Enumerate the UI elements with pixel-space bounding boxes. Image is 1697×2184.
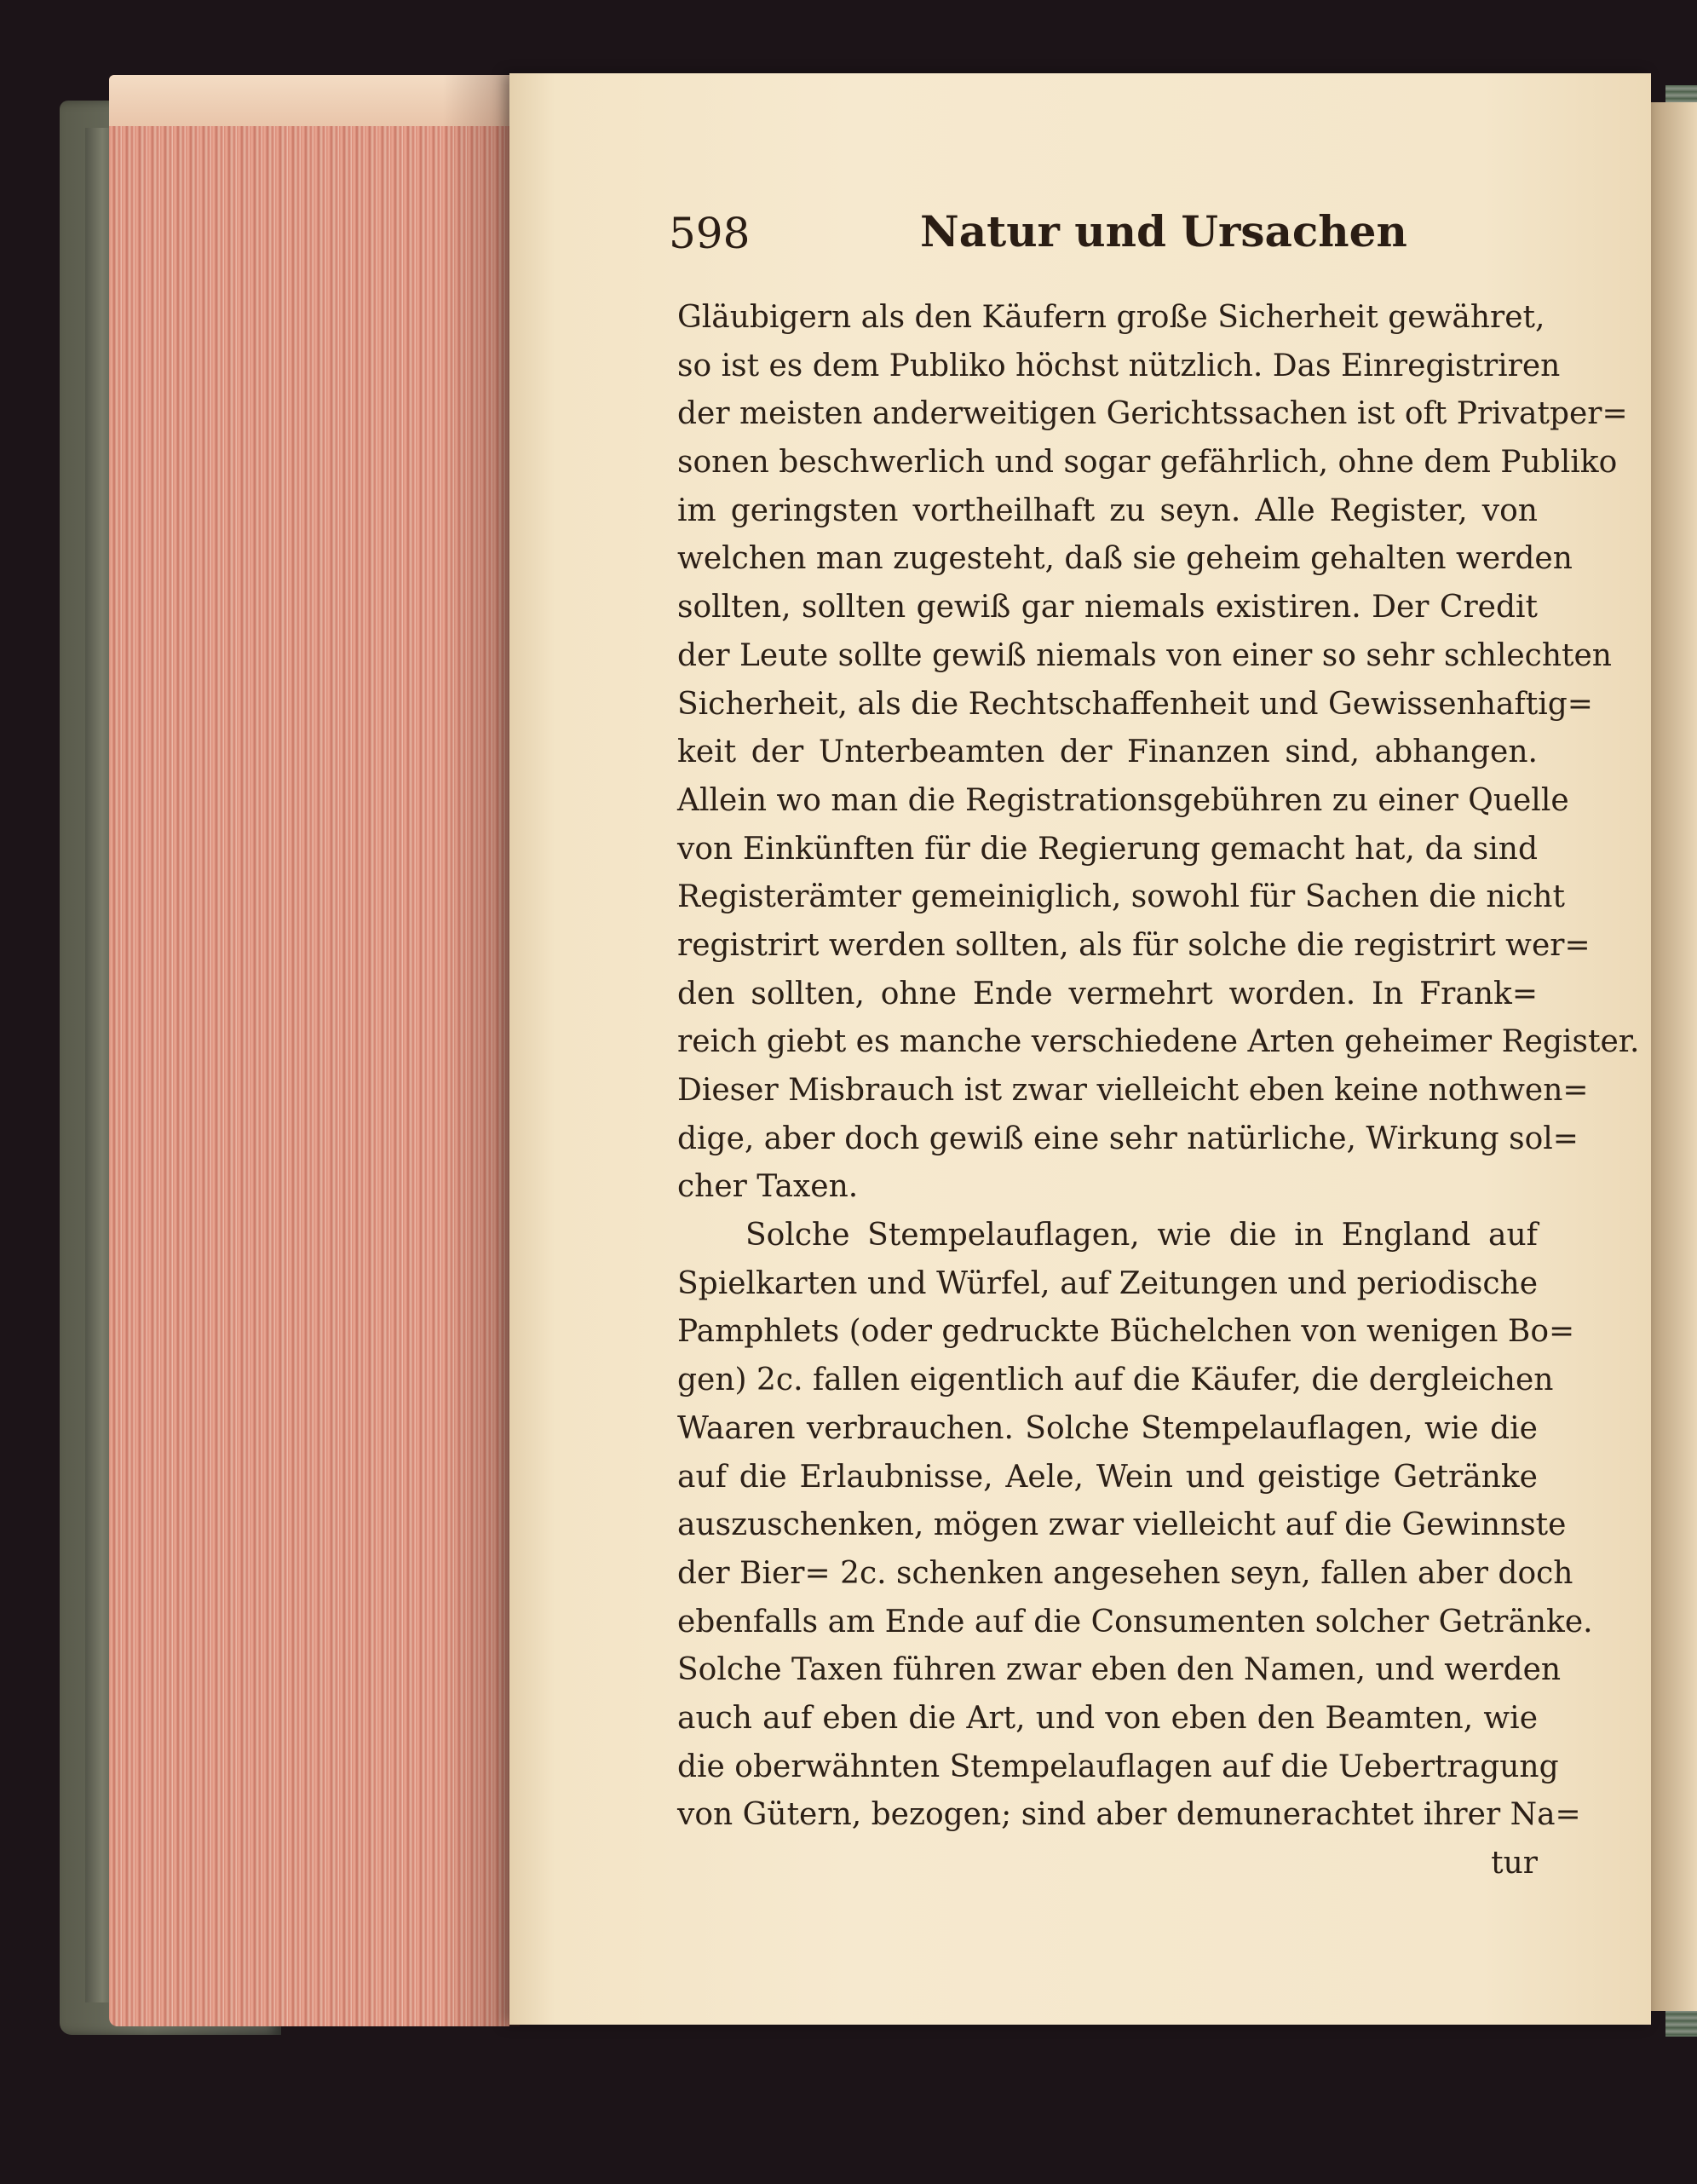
text-line: reich giebt es manche verschiedene Arten geheimer Register. (677, 1024, 1640, 1060)
text-line: den sollten, ohne Ende vermehrt worden. In Frank= (677, 976, 1538, 1011)
facing-page-edge (1651, 102, 1697, 2011)
text-line: keit der Unterbeamten der Finanzen sind, abhangen. (677, 735, 1538, 770)
text-line: im geringsten vortheilhaft zu seyn. Alle Register, von (677, 493, 1538, 528)
text-line: auch auf eben die Art, und von eben den Beamten, wie (677, 1700, 1538, 1736)
text-line: der meisten anderweitigen Gerichtssachen ist oft Privatper= (677, 396, 1628, 432)
gutter-shadow (443, 75, 520, 2026)
text-line: Registerämter gemeiniglich, sowohl für Sachen die nicht (677, 879, 1565, 915)
text-line: die oberwähnten Stempelauflagen auf die Uebertragung (677, 1749, 1559, 1784)
text-line: dige, aber doch gewiß eine sehr natürliche, Wirkung sol= (677, 1121, 1579, 1156)
text-line: von Einkünften für die Regierung gemacht hat, da sind (677, 831, 1538, 867)
text-line: der Bier= 2c. schenken angesehen seyn, fallen aber doch (677, 1555, 1573, 1591)
text-line: der Leute sollte gewiß niemals von einer so sehr schlechten (677, 637, 1612, 673)
text-line: sollten, sollten gewiß gar niemals existiren. Der Credit (677, 590, 1538, 625)
text-line: Allein wo man die Registrationsgebühren zu einer Quelle (677, 782, 1569, 818)
catchword: tur (1491, 1846, 1538, 1881)
text-line: ebenfalls am Ende auf die Consumenten solcher Getränke. (677, 1604, 1593, 1639)
text-line: Waaren verbrauchen. Solche Stempelauflagen, wie die (677, 1410, 1538, 1446)
text-line: von Gütern, bezogen; sind aber demunerachtet ihrer Na= (677, 1797, 1581, 1833)
text-line: auszuschenken, mögen zwar vielleicht auf die Gewinnste (677, 1507, 1567, 1543)
text-line: so ist es dem Publiko höchst nützlich. Das Einregistriren (677, 348, 1561, 383)
text-line: Pamphlets (oder gedruckte Büchelchen von wenigen Bo= (677, 1314, 1575, 1350)
running-head: Natur und Ursachen (920, 206, 1407, 256)
text-line: Spielkarten und Würfel, auf Zeitungen und periodische (677, 1265, 1538, 1301)
text-line: sonen beschwerlich und sogar gefährlich, ohne dem Publiko (677, 445, 1618, 481)
text-line: Gläubigern als den Käufern große Sicherheit gewähret, (677, 300, 1545, 335)
text-line: gen) 2c. fallen eigentlich auf die Käufer, die dergleichen (677, 1363, 1554, 1398)
text-line: cher Taxen. (677, 1169, 859, 1205)
body-text (677, 294, 1640, 1888)
text-line: Solche Stempelauflagen, wie die in England auf (745, 1218, 1538, 1253)
page-number: 598 (669, 209, 751, 258)
text-line: registrirt werden sollten, als für solche die registrirt wer= (677, 927, 1591, 963)
text-line: Dieser Misbrauch ist zwar vielleicht eben keine nothwen= (677, 1073, 1589, 1108)
text-line: Sicherheit, als die Rechtschaffenheit und Gewissenhaftig= (677, 686, 1593, 722)
text-line: welchen man zugesteht, daß sie geheim gehalten werden (677, 541, 1573, 577)
text-line: Solche Taxen führen zwar eben den Namen, und werden (677, 1652, 1562, 1688)
text-line: auf die Erlaubnisse, Aele, Wein und geistige Getränke (677, 1459, 1538, 1495)
